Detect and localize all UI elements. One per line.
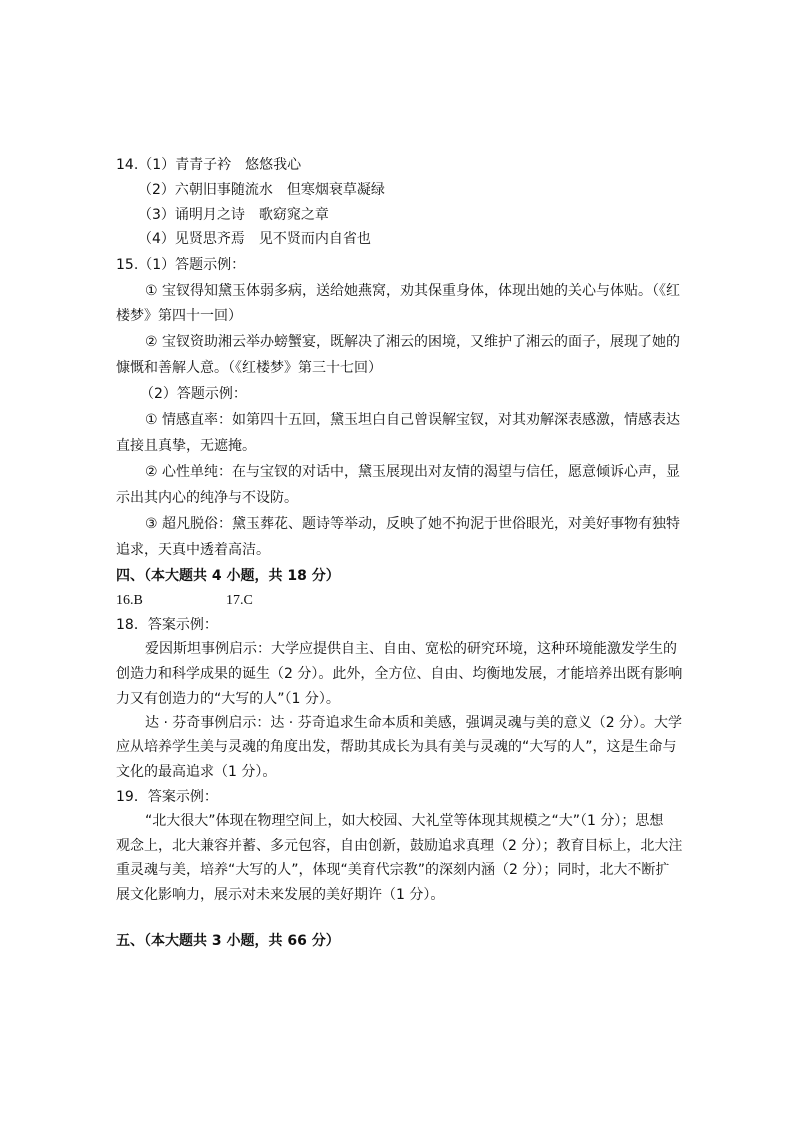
q18-para-1-line-b: 创造力和科学成果的诞生（2 分）。此外，全方位、自由、均衡地发展，才能培养出既有影响: [116, 666, 683, 682]
q15-sub-heading-2: （2）答题示例：: [140, 386, 247, 402]
q19-line-a: “北大很大”体现在物理空间上，如大校园、大礼堂等体现其规模之“大”（1 分）；思想: [145, 813, 664, 829]
q15-answer-3-line-a: ① 情感直率：如第四十五回，黛玉坦白自己曾误解宝钗，对其劝解深表感激，情感表达: [145, 412, 680, 428]
q18-para-2-line-a: 达 · 芬奇事例启示：达 · 芬奇追求生命本质和美感，强调灵魂与美的意义（2 分）。大学: [145, 715, 683, 731]
q15-answer-4-line-b: 示出其内心的纯净与不设防。: [116, 490, 298, 506]
q18-para-1-line-c: 力又有创造力的“大写的人”（1 分）。: [116, 691, 340, 707]
section-5-title: 五、（本大题共 3 小题，共 66 分）: [116, 933, 340, 949]
q16-answer: 16.B: [116, 593, 143, 608]
q15-answer-1-line-a: ① 宝钗得知黛玉体弱多病，送给她燕窝，劝其保重身体，体现出她的关心与体贴。（《红: [145, 283, 680, 299]
q15-answer-5-line-a: ③ 超凡脱俗：黛玉葬花、题诗等举动，反映了她不拘泥于世俗眼光，对美好事物有独特: [145, 516, 680, 532]
q15-answer-4-line-a: ② 心性单纯：在与宝钗的对话中，黛玉展现出对友情的渴望与信任，愿意倾诉心声，显: [145, 464, 680, 480]
q17-answer: 17.C: [226, 593, 253, 608]
q18-para-1-line-a: 爱因斯坦事例启示：大学应提供自主、自由、宽松的研究环境，这种环境能激发学生的: [145, 641, 677, 657]
q14-line-3: （3）诵明月之诗 歌窈窕之章: [138, 207, 329, 223]
q18-para-2-line-c: 文化的最高追求（1 分）。: [116, 764, 277, 780]
q19-line-d: 展文化影响力，展示对未来发展的美好期许（1 分）。: [116, 887, 445, 903]
q19-line-b: 观念上，北大兼容并蓄、多元包容，自由创新，鼓励追求真理（2 分）；教育目标上，北大注: [116, 838, 683, 854]
q15-answer-5-line-b: 追求，天真中透着高洁。: [116, 542, 270, 558]
q18-para-2-line-b: 应从培养学生美与灵魂的角度出发，帮助其成长为具有美与灵魂的“大写的人”，这是生命与: [116, 739, 677, 755]
q14-line-2: （2）六朝旧事随流水 但寒烟衰草凝绿: [138, 182, 385, 198]
section-4-title: 四、（本大题共 4 小题，共 18 分）: [116, 568, 340, 584]
q14-line-4: （4）见贤思齐焉 见不贤而内自省也: [138, 231, 371, 247]
q15-heading: 15.（1）答题示例：: [116, 257, 246, 273]
q15-answer-2-line-b: 慷慨和善解人意。（《红楼梦》第三十七回）: [116, 360, 382, 376]
q19-heading: 19．答案示例：: [116, 789, 218, 805]
q15-answer-3-line-b: 直接且真挚，无遮掩。: [116, 438, 256, 454]
q18-heading: 18．答案示例：: [116, 617, 218, 633]
q19-line-c: 重灵魂与美，培养“大写的人”，体现“美育代宗教”的深刻内涵（2 分）；同时，北大不断扩: [116, 862, 670, 878]
q15-answer-2-line-a: ② 宝钗资助湘云举办螃蟹宴，既解决了湘云的困境，又维护了湘云的面子，展现了她的: [145, 334, 680, 350]
q14-line-1: 14.（1）青青子衿 悠悠我心: [116, 157, 302, 173]
q15-answer-1-line-b: 楼梦》第四十一回）: [116, 308, 242, 324]
